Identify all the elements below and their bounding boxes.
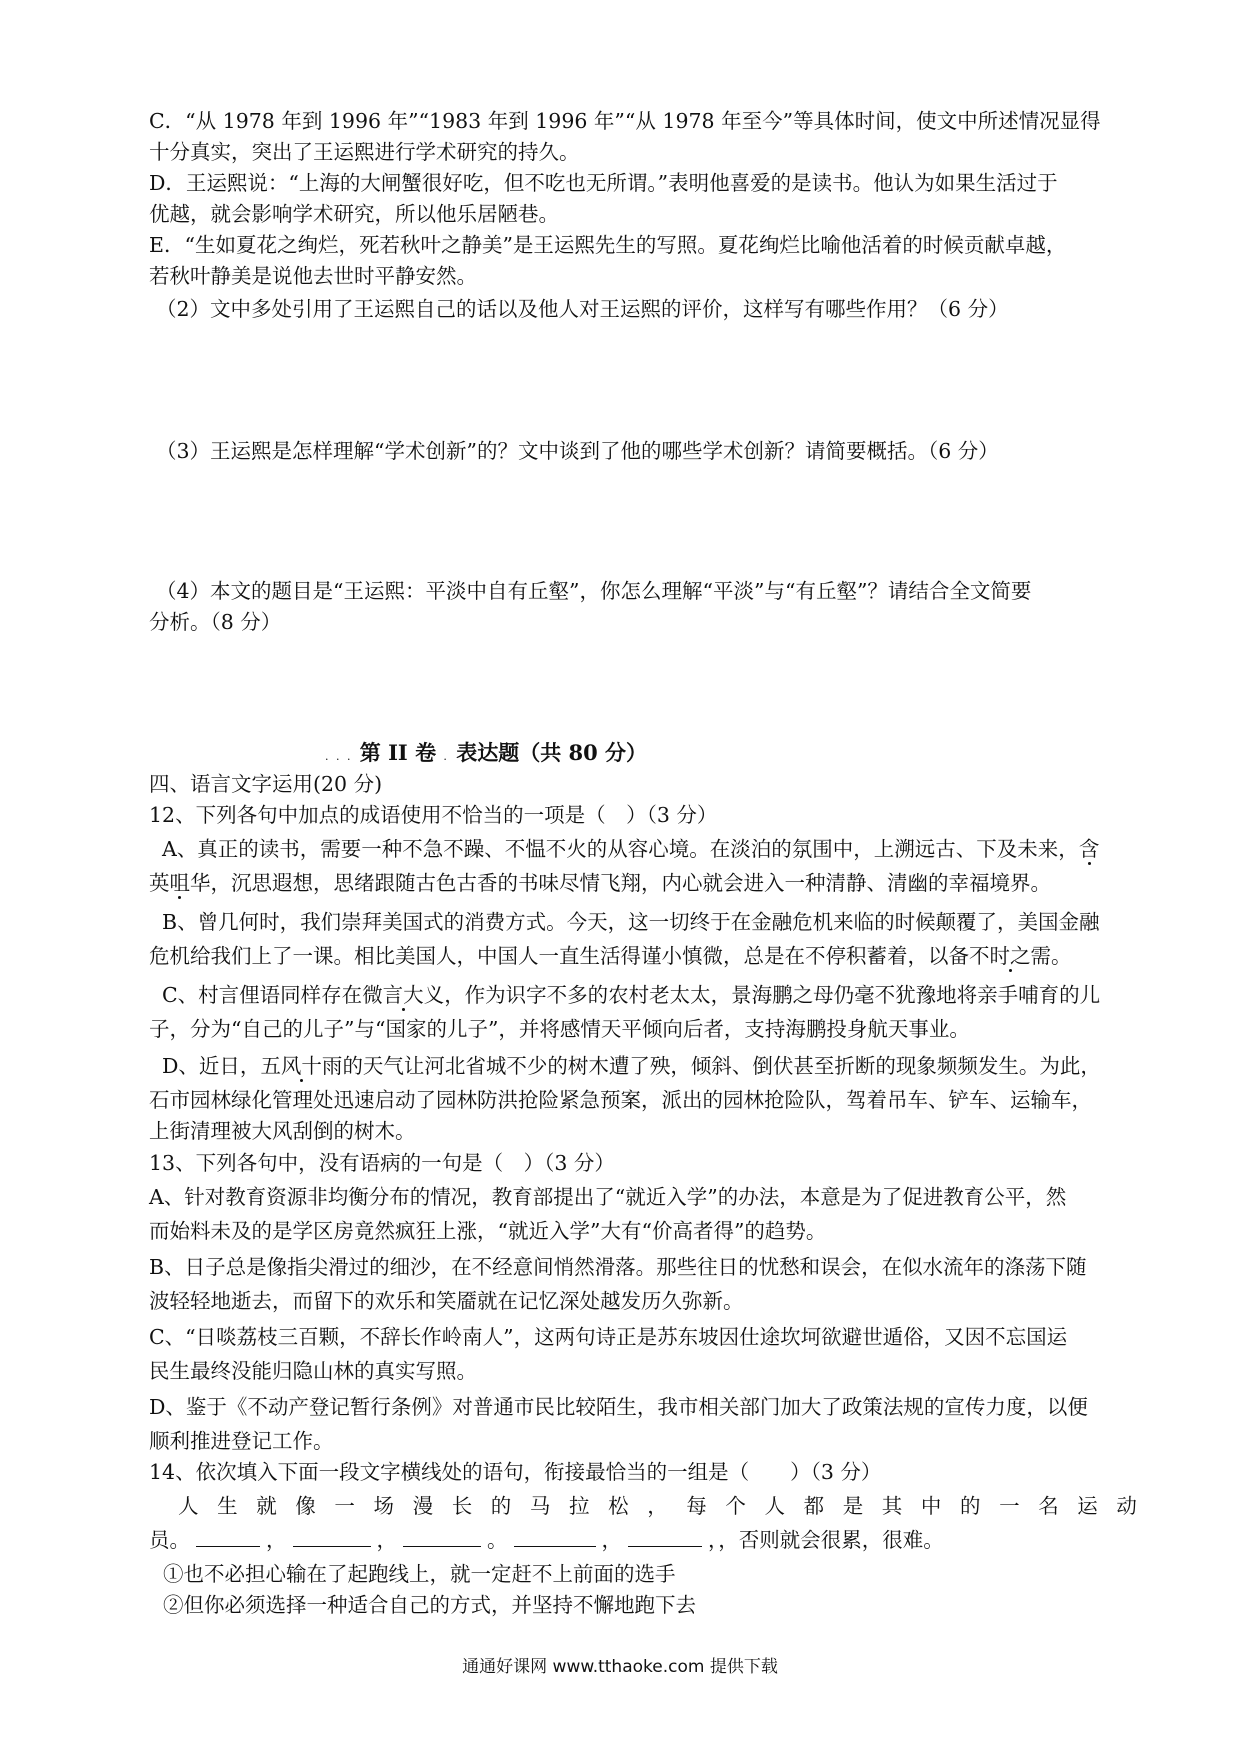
page-footer: 通通好课网 www.tthaoke.com 提供下载 — [462, 1657, 778, 1677]
q14-stem: 14、依次填入下面一段文字横线处的语句，衔接最恰当的一组是（ ）（3 分） — [149, 1460, 882, 1484]
volume-label: 第 II 卷 — [359, 740, 437, 765]
q13-option-d-line-1: D、鉴于《不动产登记暂行条例》对普通市民比较陌生，我市相关部门加大了政策法规的宣传力度，以便 — [149, 1395, 1088, 1419]
q13-option-b-line-1: B、日子总是像指尖滑过的细沙，在不经意间悄然滑落。那些往日的忧愁和误会，在似水流年的涤荡下随 — [149, 1255, 1087, 1279]
q12-option-c-line-2: 子，分为“自己的儿子”与“国家的儿子”，并将感情天平倾向后者，支持海鹏投身航天事业。 — [149, 1017, 970, 1041]
question-2: （2）文中多处引用了王运熙自己的话以及他人对王运熙的评价，这样写有哪些作用？（6 分） — [156, 297, 1009, 321]
q12-option-a-line-1: A、真正的读书，需要一种不急不躁、不愠不火的从容心境。在淡泊的氛围中，上溯远古、下及未来，含 — [162, 837, 1100, 861]
q13-option-b-line-2: 波轻轻地逝去，而留下的欢乐和笑靥就在记忆深处越发历久弥新。 — [149, 1289, 744, 1313]
q13-option-d-line-2: 顺利推进登记工作。 — [149, 1429, 334, 1453]
emphasized-idiom: 五风十雨 — [260, 1054, 343, 1078]
option-e-line-2: 若秋叶静美是说他去世时平静安然。 — [149, 264, 477, 288]
emphasized-idiom: 不时之需 — [969, 944, 1051, 968]
emphasized-idiom: 英咀华 — [149, 871, 211, 895]
fill-blank — [514, 1524, 596, 1547]
fill-blank — [293, 1524, 371, 1547]
option-c-line-2: 十分真实，突出了王运熙进行学术研究的持久。 — [149, 140, 580, 164]
emphasized-idiom: 微言大义 — [362, 983, 445, 1007]
option-e-line-1: E．“生如夏花之绚烂，死若秋叶之静美”是王运熙先生的写照。夏花绚烂比喻他活着的时候贡献卓越， — [149, 233, 1067, 257]
part-4-heading: 四、语言文字运用(20 分) — [149, 772, 383, 796]
option-d-line-2: 优越，就会影响学术研究，所以他乐居陋巷。 — [149, 202, 559, 226]
q13-option-c-line-2: 民生最终没能归隐山林的真实写照。 — [149, 1359, 477, 1383]
q12-option-b-line-2: 危机给我们上了一课。相比美国人，中国人一直生活得谨小慎微，总是在不停积蓄着，以备不时之需。 — [149, 944, 1072, 968]
q12-option-d-line-3: 上街清理被大风刮倒的树木。 — [149, 1119, 416, 1143]
question-3: （3）王运熙是怎样理解“学术创新”的？文中谈到了他的哪些学术创新？请简要概括。（6 分） — [156, 439, 999, 463]
q12-option-d-line-1: D、近日，五风十雨的天气让河北省城不少的树木遭了殃，倾斜、倒伏甚至折断的现象频频发生。为此， — [162, 1054, 1101, 1078]
q12-option-d-line-2: 石市园林绿化管理处迅速启动了园林防洪抢险紧急预案，派出的园林抢险队，驾着吊车、铲车、运输车， — [149, 1088, 1092, 1112]
question-4-line-2: 分析。（8 分） — [149, 610, 282, 634]
fill-blank — [403, 1524, 481, 1547]
q12-option-b-line-1: B、曾几何时，我们崇拜美国式的消费方式。今天，这一切终于在金融危机来临的时候颠覆了，美国金融 — [162, 910, 1100, 934]
q14-passage-line-2: 员。 ， ， 。 ， ，，否则就会很累，很难。 — [149, 1523, 1125, 1557]
q14-passage-line-1: 人生就像一场漫长的马拉松，每个人都是其中的一名运动 — [178, 1494, 1156, 1518]
option-d-line-1: D．王运熙说：“上海的大闸蟹很好吃，但不吃也无所谓。”表明他喜爱的是读书。他认为如果生活过于 — [149, 171, 1058, 195]
q13-option-a-line-1: A、针对教育资源非均衡分布的情况，教育部提出了“就近入学”的办法，本意是为了促进教育公平，然 — [149, 1185, 1067, 1209]
question-4-line-1: （4）本文的题目是“王运熙：平淡中自有丘壑”，你怎么理解“平淡”与“有丘壑”？请结合全文简要 — [156, 579, 1032, 603]
q12-stem: 12、下列各句中加点的成语使用不恰当的一项是（ ）（3 分） — [149, 803, 718, 827]
option-c-line-1: C．“从 1978 年到 1996 年”“1983 年到 1996 年”“从 1978 年至今”等具体时间，使文中所述情况显得 — [149, 109, 1101, 133]
section-heading: . . . 第 II 卷 . 表达题（共 80 分） — [325, 740, 648, 765]
q14-item-2: ②但你必须选择一种适合自己的方式，并坚持不懈地跑下去 — [163, 1593, 696, 1617]
section-title: 表达题（共 80 分） — [456, 740, 648, 765]
q13-option-a-line-2: 而始料未及的是学区房竟然疯狂上涨，“就近入学”大有“价高者得”的趋势。 — [149, 1219, 827, 1243]
fill-blank — [628, 1524, 702, 1547]
q13-stem: 13、下列各句中，没有语病的一句是（ ）（3 分） — [149, 1151, 615, 1175]
q14-item-1: ①也不必担心输在了起跑线上，就一定赶不上前面的选手 — [163, 1562, 676, 1586]
q12-option-a-line-2: 英咀华，沉思遐想，思绪跟随古色古香的书味尽情飞翔，内心就会进入一种清静、清幽的幸福境界。 — [149, 871, 1051, 895]
emphasized-idiom: 含 — [1078, 837, 1100, 861]
q13-option-c-line-1: C、“日啖荔枝三百颗，不辞长作岭南人”，这两句诗正是苏东坡因仕途坎坷欲避世遁俗，又因不忘国运 — [149, 1325, 1068, 1349]
q12-option-c-line-1: C、村言俚语同样存在微言大义，作为识字不多的农村老太太，景海鹏之母仍毫不犹豫地将亲手哺育的儿 — [162, 983, 1101, 1007]
fill-blank — [196, 1524, 260, 1547]
